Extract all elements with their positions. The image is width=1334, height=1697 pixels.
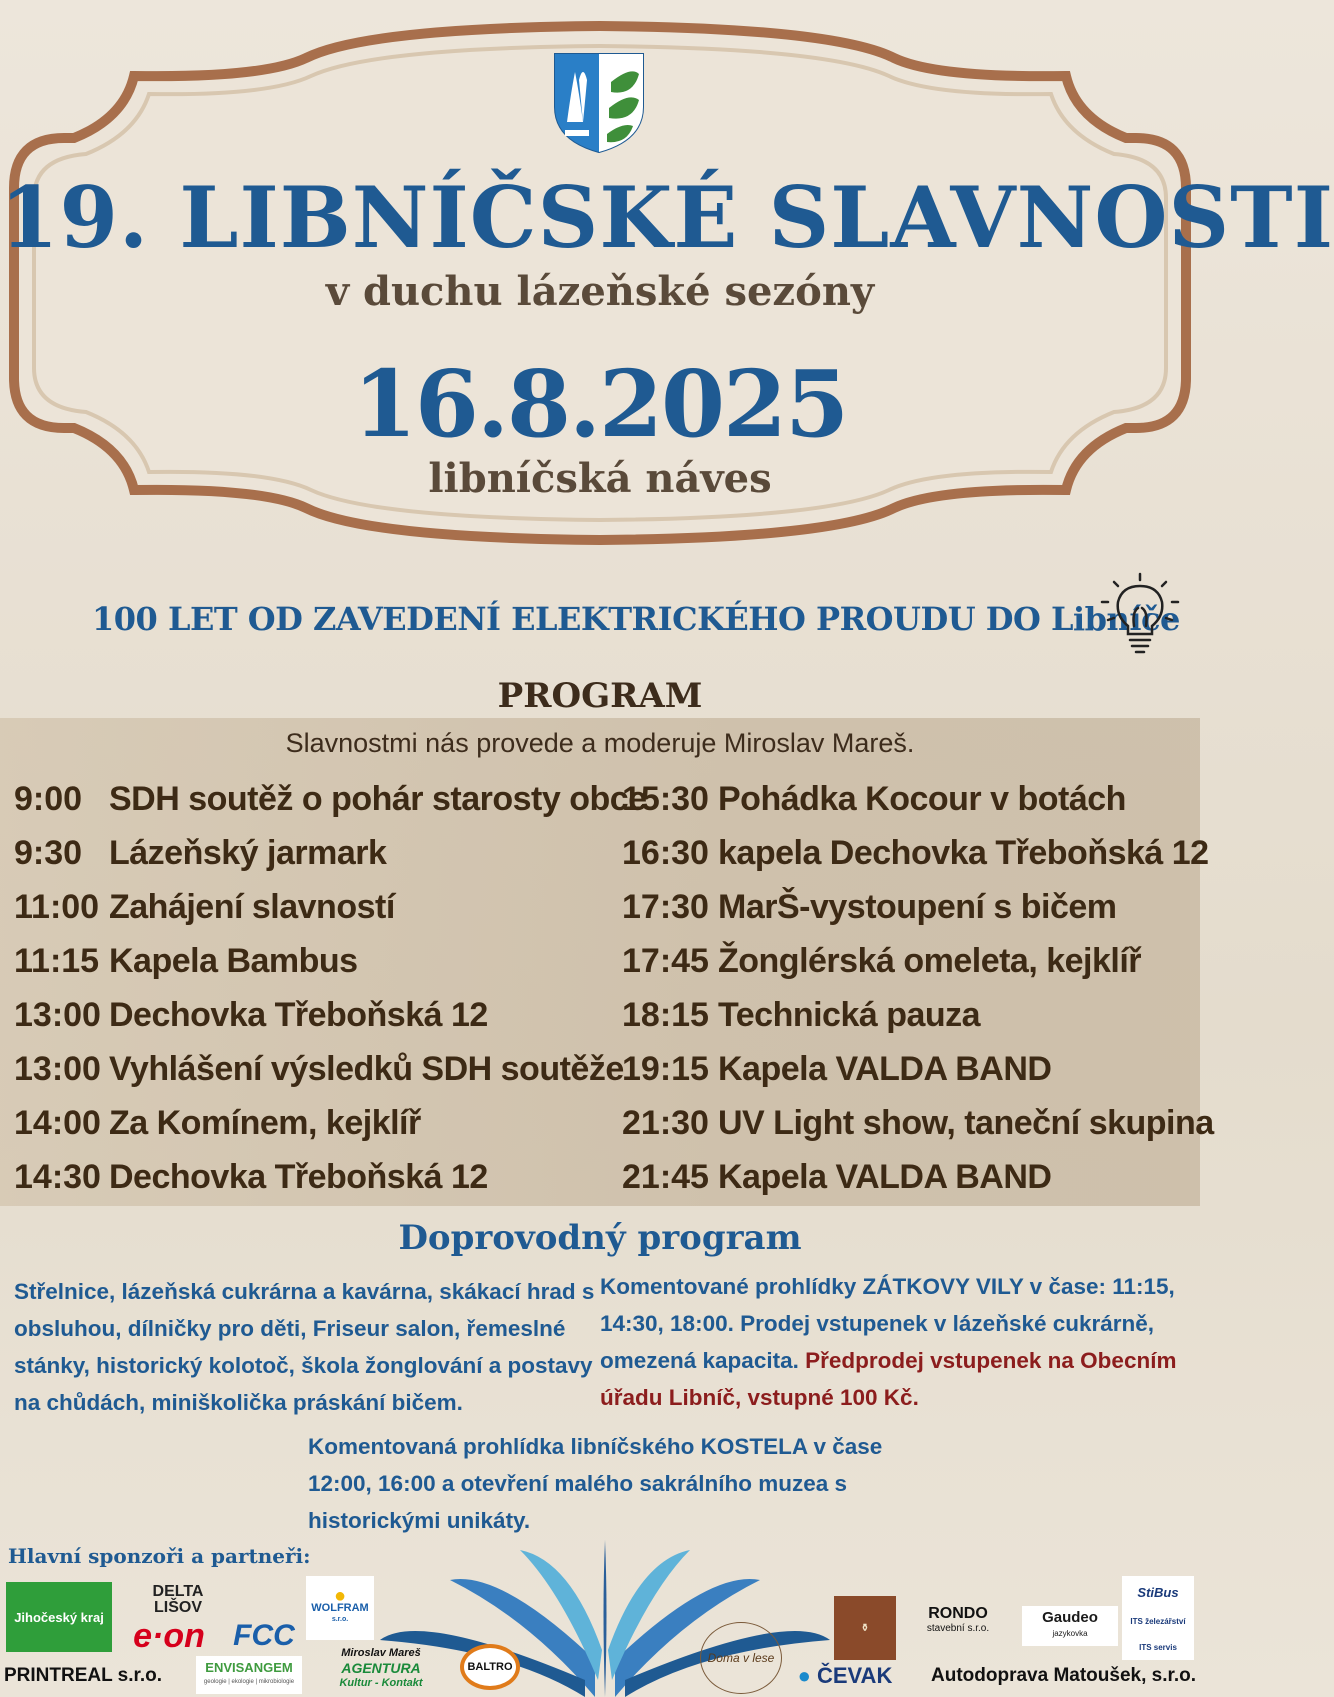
- logo-wolfram: [306, 1576, 374, 1640]
- schedule-row: [622, 826, 1214, 880]
- schedule-row: [14, 934, 647, 988]
- schedule-row: [622, 934, 1214, 988]
- schedule-event: Technická pauza: [718, 995, 981, 1034]
- logo-eon: [116, 1616, 222, 1656]
- schedule-time: 21:45: [622, 1157, 709, 1196]
- sponsors-heading: Hlavní sponzoři a partneři:: [8, 1544, 311, 1568]
- schedule-row: [14, 826, 647, 880]
- logo-text: ENVISANGEM: [205, 1660, 293, 1675]
- logo-text: Jihočeský kraj: [14, 1609, 104, 1625]
- logo-text: Doma v lese: [707, 1651, 775, 1665]
- program-heading: PROGRAM: [497, 676, 703, 716]
- schedule-row: [622, 1150, 1214, 1204]
- schedule-row: [14, 1150, 647, 1204]
- event-place: libníčská náves: [428, 455, 772, 502]
- logo-envisangem: [196, 1656, 302, 1694]
- logo-fcc: [228, 1616, 300, 1656]
- logo-text: Kultur - Kontakt: [339, 1676, 423, 1689]
- logo-text: LIŠOV: [153, 1599, 202, 1616]
- drop-icon: ●: [797, 1663, 811, 1688]
- schedule-event: Žonglérská omeleta, kejklíř: [718, 941, 1142, 980]
- logo-text: ČEVAK: [816, 1663, 893, 1688]
- accompanying-right-block: [600, 1268, 1190, 1416]
- schedule-left: [14, 772, 647, 1204]
- logo-agentura: [314, 1642, 448, 1694]
- logo-text: PRINTREAL s.r.o.: [4, 1665, 163, 1686]
- event-date: 16.8.2025: [352, 350, 848, 458]
- event-title: 19. LIBNÍČSKÉ SLAVNOSTI: [0, 168, 1334, 267]
- logo-doma-v-lese: [700, 1622, 782, 1694]
- logo-text: WOLFRAM: [311, 1602, 369, 1614]
- logo-text: ITS servis: [1139, 1642, 1177, 1652]
- schedule-row: [622, 772, 1214, 826]
- schedule-time: 15:30: [622, 779, 709, 818]
- anniversary-banner: 100 LET OD ZAVEDENÍ ELEKTRICKÉHO PROUDU DO Libníče: [92, 600, 1180, 638]
- schedule-event: Kapela Bambus: [109, 941, 358, 980]
- event-subtitle: v duchu lázeňské sezóny: [325, 268, 875, 315]
- logo-text: DELTA: [152, 1583, 204, 1600]
- logo-text: FCC: [233, 1619, 295, 1652]
- logo-subtext: geologie | ekologie | mikrobiologie: [203, 1679, 295, 1685]
- schedule-event: Vyhlášení výsledků SDH soutěže: [109, 1049, 624, 1088]
- logo-text: e·on: [133, 1616, 205, 1655]
- schedule-right: [622, 772, 1214, 1204]
- schedule-row: [622, 1096, 1214, 1150]
- schedule-time: 17:30: [622, 887, 709, 926]
- schedule-row: [14, 988, 647, 1042]
- schedule-row: [622, 988, 1214, 1042]
- accompanying-left-text: Střelnice, lázeňská cukrárna a kavárna, skákací hrad s obsluhou, dílničky pro děti, Friseur salon, řemeslné stánky, historický kolotoč, škola žonglování a postavy na chůdách, miniškolička práskání bičem.: [14, 1279, 595, 1415]
- vase-icon: ⚱: [860, 1622, 870, 1634]
- schedule-event: Za Komínem, kejklíř: [109, 1103, 421, 1142]
- logo-subtext: s.r.o.: [331, 1616, 349, 1623]
- logo-text: Miroslav Mareš: [341, 1646, 421, 1659]
- schedule-time: 9:00: [14, 779, 83, 818]
- logo-text: StiBus: [1137, 1584, 1179, 1600]
- accompanying-heading: Doprovodný program: [398, 1218, 802, 1258]
- moderator-note: Slavnostmi nás provede a moderuje Miroslav Mareš.: [285, 728, 915, 758]
- logo-subtext: jazykovka: [1052, 1629, 1088, 1638]
- schedule-event: Kapela VALDA BAND: [718, 1049, 1052, 1088]
- schedule-time: 9:30: [14, 833, 83, 872]
- schedule-time: 11:15: [14, 941, 100, 980]
- schedule-event: Dechovka Třeboňská 12: [109, 995, 488, 1034]
- presale-text: Předprodej vstupenek na Obecním úřadu Libníč, vstupné 100 Kč.: [600, 1348, 1177, 1410]
- villa-tours-text: Komentované prohlídky ZÁTKOVY VILY v čase: 11:15, 14:30, 18:00. Prodej vstupenek v lázeňské cukrárně, omezená kapacita.: [600, 1274, 1175, 1373]
- schedule-row: [14, 772, 647, 826]
- schedule-event: Zahájení slavností: [109, 887, 395, 926]
- schedule-row: [14, 1042, 647, 1096]
- logo-autodoprava: [906, 1662, 1196, 1690]
- schedule-time: 18:15: [622, 995, 709, 1034]
- schedule-time: 13:00: [14, 1049, 101, 1088]
- schedule-time: 16:30: [622, 833, 709, 872]
- schedule-time: 14:30: [14, 1157, 101, 1196]
- schedule-time: 21:30: [622, 1103, 709, 1142]
- schedule-row: [622, 880, 1214, 934]
- schedule-event: Dechovka Třeboňská 12: [109, 1157, 488, 1196]
- schedule-event: Lázeňský jarmark: [109, 833, 387, 872]
- schedule-event: MarŠ-vystoupení s bičem: [718, 887, 1117, 926]
- logo-cevak: [786, 1662, 904, 1690]
- schedule-row: [622, 1042, 1214, 1096]
- logo-subtext: stavební s.r.o.: [926, 1623, 990, 1634]
- light-bulb-icon: [1100, 572, 1180, 662]
- logo-baltro: [460, 1644, 520, 1690]
- logo-pottery: [834, 1596, 896, 1660]
- logo-gaudeo: [1022, 1606, 1118, 1646]
- coat-of-arms-icon: [553, 52, 645, 154]
- accompanying-center-text: Komentovaná prohlídka libníčského KOSTELA v čase 12:00, 16:00 a otevření malého sakrálního muzea s historickými unikáty.: [308, 1434, 883, 1533]
- schedule-time: 13:00: [14, 995, 101, 1034]
- schedule-event: Kapela VALDA BAND: [718, 1157, 1052, 1196]
- logo-text: Autodoprava Matoušek, s.r.o.: [931, 1665, 1196, 1686]
- logo-text: Gaudeo: [1042, 1609, 1098, 1626]
- logo-stibus-its: [1122, 1576, 1194, 1660]
- schedule-time: 19:15: [622, 1049, 709, 1088]
- logo-rondo: [904, 1604, 1012, 1638]
- logo-text: RONDO: [928, 1605, 988, 1622]
- logo-text: AGENTURA: [341, 1659, 421, 1676]
- logo-delta-lisov: [116, 1582, 240, 1618]
- logo-printreal: [4, 1662, 164, 1690]
- schedule-time: 14:00: [14, 1103, 101, 1142]
- schedule-row: [14, 1096, 647, 1150]
- logo-text: BALTRO: [467, 1661, 513, 1673]
- bulb-icon: ●: [333, 1585, 347, 1607]
- schedule-event: UV Light show, taneční skupina: [718, 1103, 1214, 1142]
- schedule-time: 17:45: [622, 941, 709, 980]
- logo-jihocesky-kraj: [6, 1582, 112, 1652]
- schedule-row: [14, 880, 647, 934]
- logo-text: ITS železářství: [1130, 1616, 1186, 1626]
- schedule-event: Pohádka Kocour v botách: [718, 779, 1126, 818]
- schedule-event: SDH soutěž o pohár starosty obce: [109, 779, 647, 818]
- schedule-time: 11:00: [14, 887, 100, 926]
- schedule-event: kapela Dechovka Třeboňská 12: [718, 833, 1209, 872]
